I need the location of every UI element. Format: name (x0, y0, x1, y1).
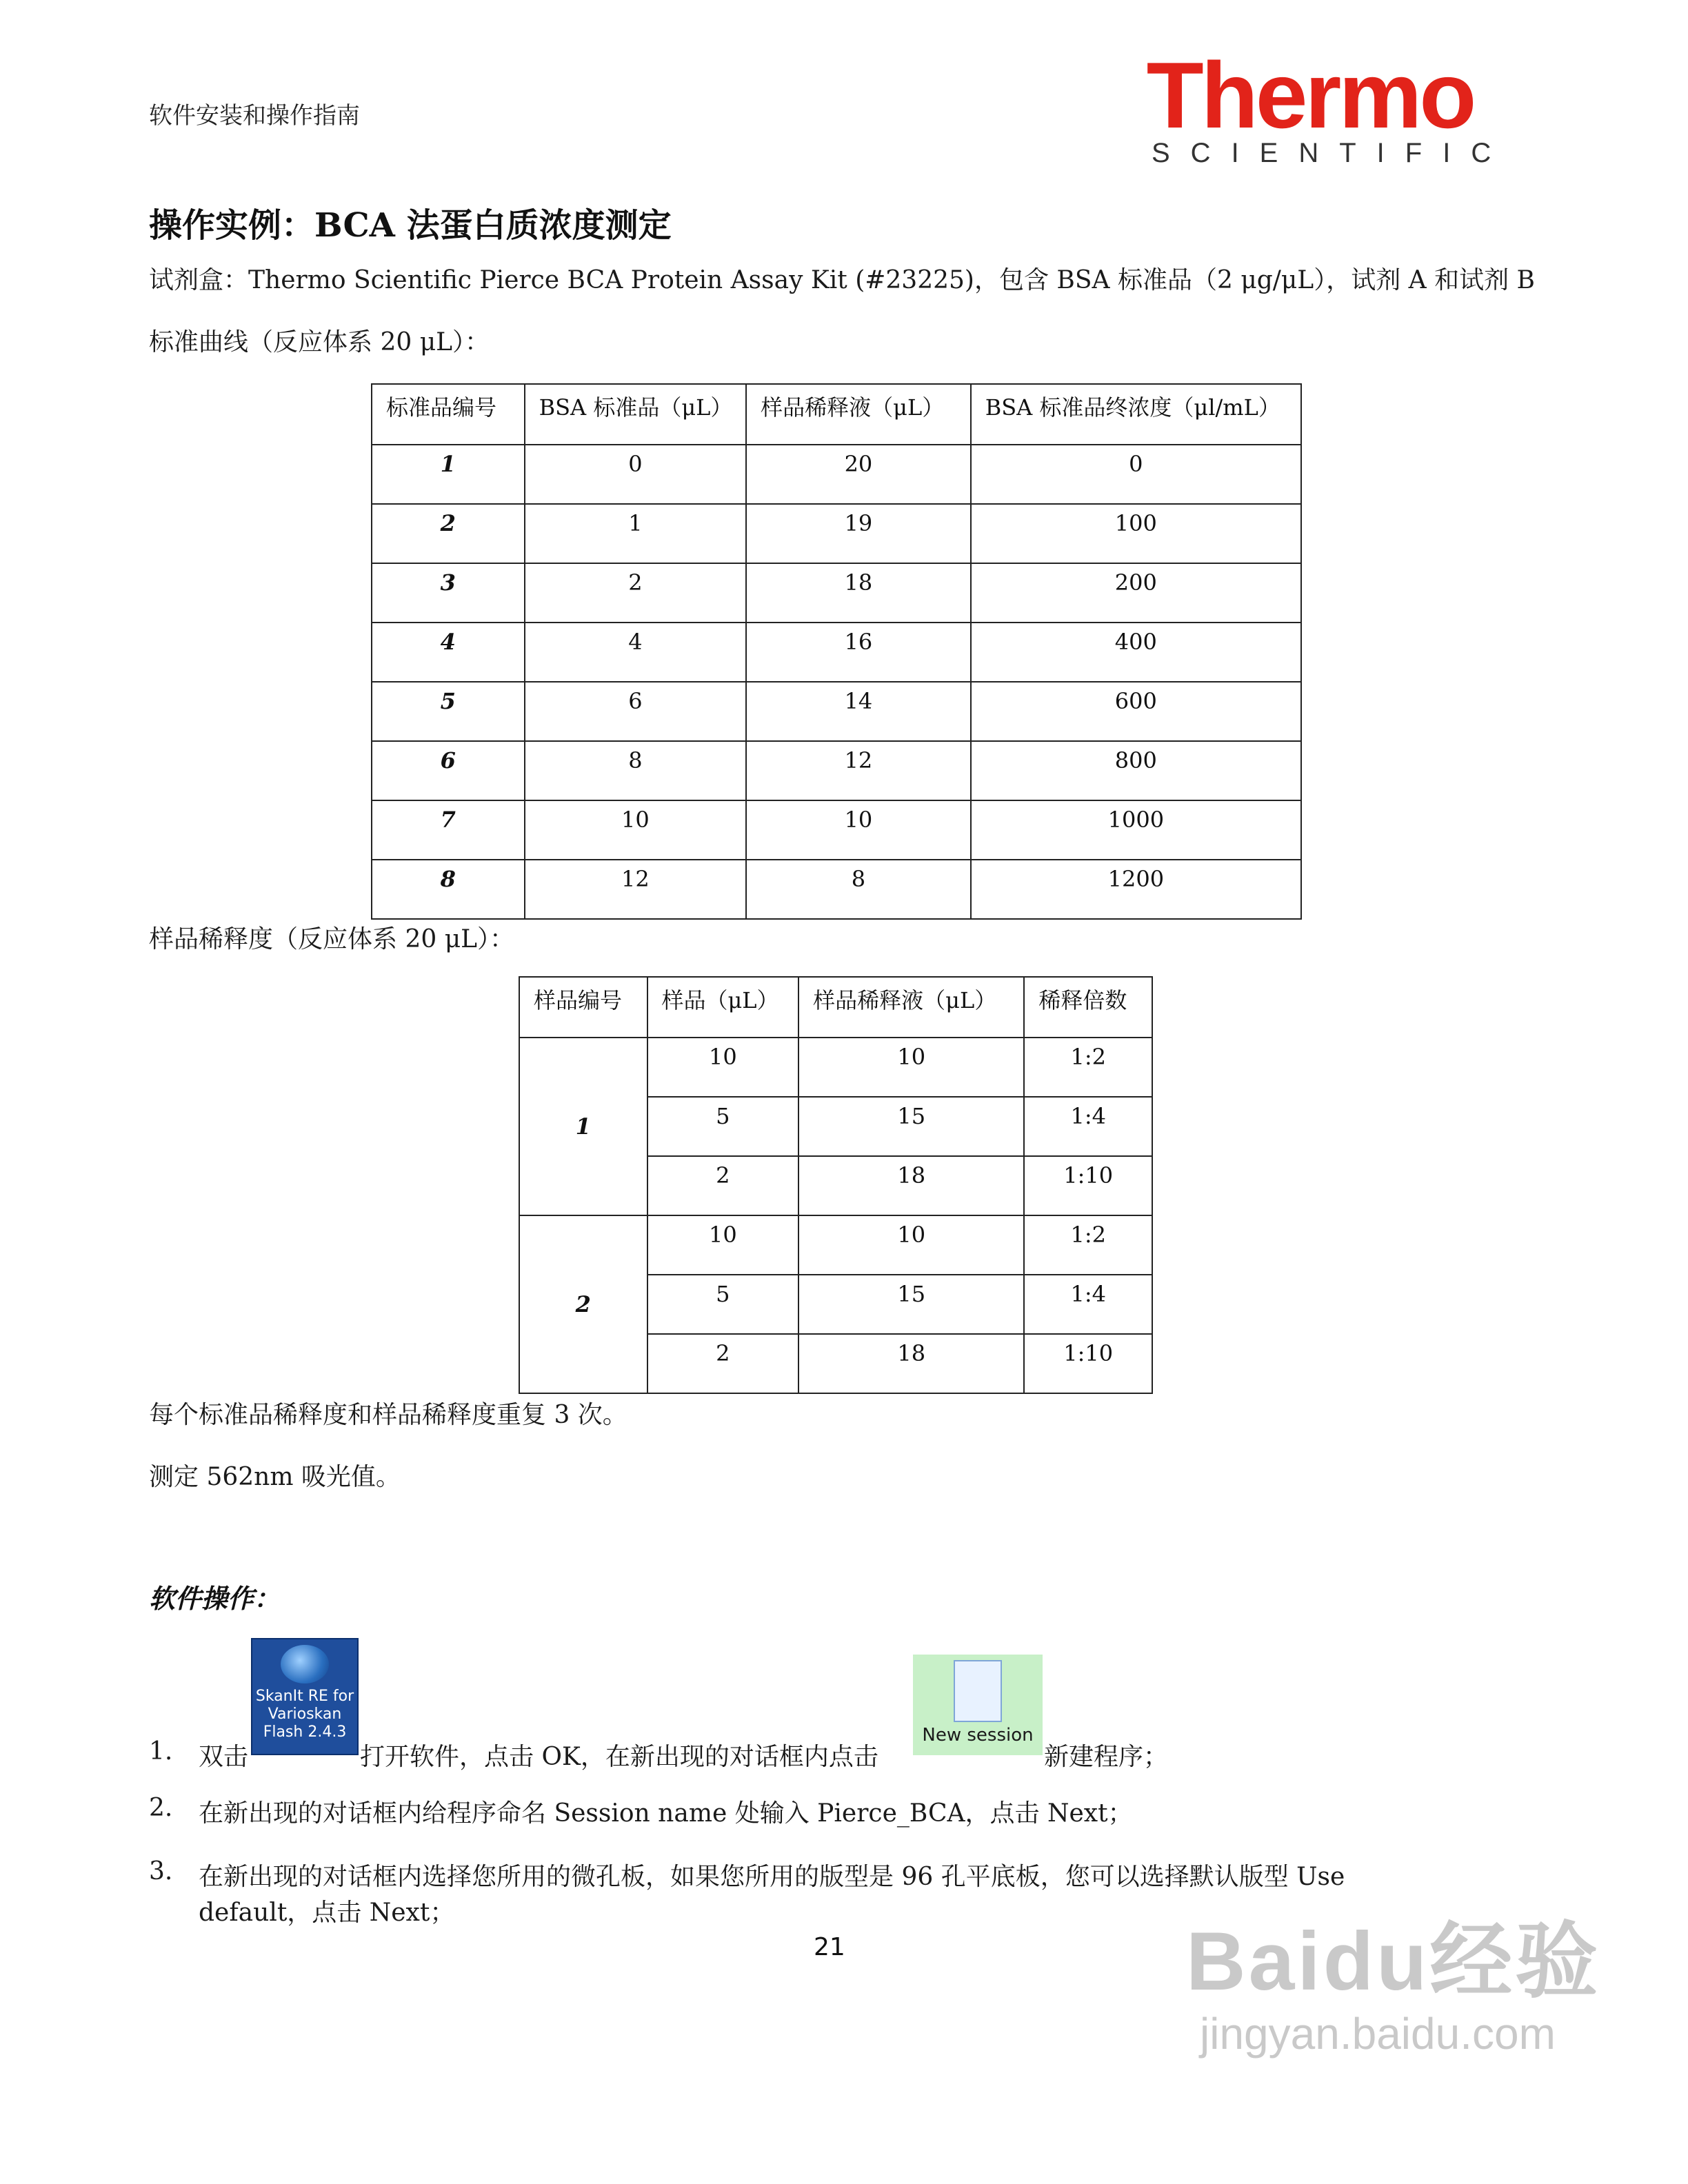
table-header-cell: 样品编号 (519, 977, 647, 1038)
kit-line: 试剂盒：Thermo Scientific Pierce BCA Protein Assay Kit (#23225)，包含 BSA 标准品（2 μg/μL），试剂 A 和试剂 B (149, 266, 1535, 294)
table-cell: 400 (971, 623, 1301, 682)
logo-sub-text: SCIENTIFIC (1152, 138, 1512, 168)
table-cell: 1200 (971, 860, 1301, 919)
table-row (372, 860, 1301, 919)
skanit-icon-line1: SkanIt RE for (255, 1688, 354, 1705)
table-cell: 18 (746, 563, 971, 623)
table-cell: 1:2 (1024, 1215, 1152, 1275)
table-cell: 8 (746, 860, 971, 919)
microplate-icon (281, 1645, 329, 1684)
skanit-icon-line2: Varioskan (268, 1706, 342, 1723)
table-cell: 2 (647, 1334, 799, 1393)
table-row (372, 741, 1301, 800)
document-icon (954, 1660, 1002, 1722)
table-cell: 4 (372, 623, 525, 682)
table-cell: 1 (372, 445, 525, 504)
table-header-cell: 样品稀释液（μL） (798, 977, 1024, 1038)
measure-note: 测定 562nm 吸光值。 (149, 1463, 401, 1491)
table-cell: 3 (372, 563, 525, 623)
table-cell: 14 (746, 682, 971, 741)
repeat-note: 每个标准品稀释度和样品稀释度重复 3 次。 (149, 1401, 627, 1429)
table-header-cell: BSA 标准品终浓度（μl/mL） (971, 384, 1301, 445)
table-cell: 2 (372, 504, 525, 563)
table-cell: 1 (525, 504, 747, 563)
table-cell: 5 (647, 1097, 799, 1156)
standard-curve-table (371, 383, 1302, 920)
table-header-cell: BSA 标准品（μL） (525, 384, 747, 445)
table-cell: 1:10 (1024, 1334, 1152, 1393)
sample-dilution-table (519, 976, 1153, 1394)
table-cell: 8 (525, 741, 747, 800)
table-cell: 200 (971, 563, 1301, 623)
step-2-number: 2. (149, 1794, 173, 1822)
table-cell: 7 (372, 800, 525, 860)
table-cell: 6 (525, 682, 747, 741)
sample-dilution-label: 样品稀释度（反应体系 20 μL）： (149, 925, 514, 953)
table-cell: 6 (372, 741, 525, 800)
table-cell: 600 (971, 682, 1301, 741)
section-title: 操作实例：BCA 法蛋白质浓度测定 (149, 206, 672, 245)
step-2-text: 在新出现的对话框内给程序命名 Session name 处输入 Pierce_BCA，点击 Next； (199, 1799, 1133, 1828)
table-cell: 5 (372, 682, 525, 741)
table-cell: 15 (798, 1097, 1024, 1156)
table-header-row (519, 977, 1152, 1038)
watermark-url: jingyan.baidu.com (1200, 2009, 1556, 2059)
step-3-number: 3. (149, 1857, 173, 1885)
logo-main-text: Thermo (1146, 43, 1474, 148)
table-cell: 4 (525, 623, 747, 682)
step-3-text-line1: 在新出现的对话框内选择您所用的微孔板，如果您所用的版型是 96 孔平底板，您可以选择默认版型 Use (199, 1863, 1345, 1891)
table-cell: 1:4 (1024, 1275, 1152, 1334)
table-row (519, 1215, 1152, 1275)
new-session-label: New session (922, 1725, 1034, 1746)
table-cell: 8 (372, 860, 525, 919)
table-cell: 16 (746, 623, 971, 682)
table-row (372, 504, 1301, 563)
std-curve-label: 标准曲线（反应体系 20 μL）： (149, 328, 490, 356)
table-cell: 12 (525, 860, 747, 919)
skanit-app-icon (251, 1638, 359, 1755)
table-cell: 5 (647, 1275, 799, 1334)
baidu-watermark (1186, 1917, 1614, 2123)
table-cell: 10 (647, 1038, 799, 1097)
table-cell: 18 (798, 1156, 1024, 1215)
sample-id-cell: 2 (519, 1215, 647, 1393)
table-cell: 10 (746, 800, 971, 860)
table-row (372, 800, 1301, 860)
page-number: 21 (814, 1933, 845, 1961)
table-row (372, 682, 1301, 741)
table-header-cell: 样品（μL） (647, 977, 799, 1038)
table-cell: 10 (798, 1038, 1024, 1097)
table-cell: 10 (525, 800, 747, 860)
table-cell: 12 (746, 741, 971, 800)
new-session-icon (913, 1655, 1043, 1755)
step-1-text-b: 打开软件，点击 OK，在新出现的对话框内点击 (360, 1743, 878, 1771)
thermo-scientific-logo (1131, 43, 1512, 169)
table-cell: 1:2 (1024, 1038, 1152, 1097)
sample-id-cell: 1 (519, 1038, 647, 1215)
table-row (372, 623, 1301, 682)
software-ops-title: 软件操作： (149, 1583, 281, 1614)
table-cell: 10 (647, 1215, 799, 1275)
table-cell: 100 (971, 504, 1301, 563)
table-row (372, 563, 1301, 623)
table-cell: 2 (647, 1156, 799, 1215)
table-cell: 1:10 (1024, 1156, 1152, 1215)
table-cell: 0 (971, 445, 1301, 504)
table-cell: 800 (971, 741, 1301, 800)
step-3-text-line2: default，点击 Next； (199, 1899, 455, 1927)
doc-header-title: 软件安装和操作指南 (149, 102, 360, 130)
table-cell: 19 (746, 504, 971, 563)
step-1-text-c: 新建程序； (1044, 1743, 1169, 1771)
table-cell: 15 (798, 1275, 1024, 1334)
table-header-cell: 稀释倍数 (1024, 977, 1152, 1038)
step-1-text-a: 双击 (199, 1743, 249, 1771)
table-cell: 2 (525, 563, 747, 623)
skanit-icon-line3: Flash 2.4.3 (263, 1723, 347, 1741)
table-cell: 1000 (971, 800, 1301, 860)
table-cell: 10 (798, 1215, 1024, 1275)
watermark-main: Baidu经验 (1186, 1915, 1601, 2008)
table-header-cell: 标准品编号 (372, 384, 525, 445)
table-cell: 0 (525, 445, 747, 504)
table-row (372, 445, 1301, 504)
table-row (519, 1038, 1152, 1097)
step-1-number: 1. (149, 1737, 173, 1766)
table-cell: 18 (798, 1334, 1024, 1393)
table-header-cell: 样品稀释液（μL） (746, 384, 971, 445)
table-cell: 20 (746, 445, 971, 504)
table-header-row (372, 384, 1301, 445)
table-cell: 1:4 (1024, 1097, 1152, 1156)
